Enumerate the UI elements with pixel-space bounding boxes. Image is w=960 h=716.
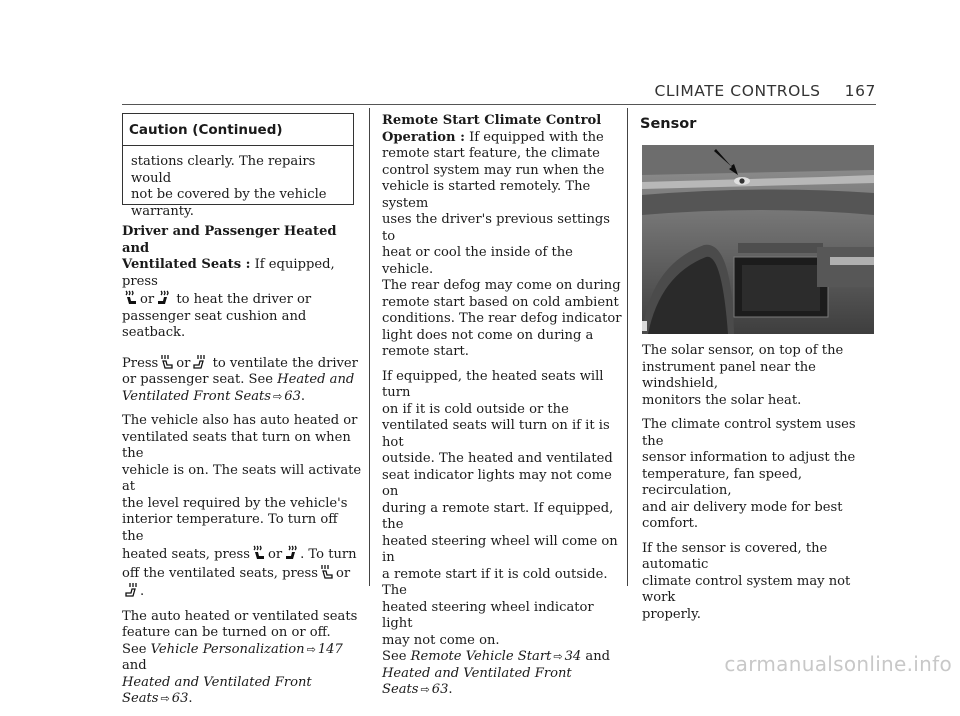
- body-text: off the ventilated seats, press: [122, 565, 318, 581]
- body-text: may not come on.: [382, 632, 500, 648]
- sensor-paragraph-3: [642, 541, 878, 624]
- page-ref[interactable]: 63: [431, 682, 449, 697]
- body-text: The vehicle also has auto heated or: [122, 413, 358, 428]
- caution-line: warranty.: [131, 203, 194, 219]
- caution-box: [122, 113, 354, 219]
- caution-body: [123, 146, 353, 220]
- body-text: heated seats, press: [122, 547, 250, 562]
- page-reference-arrow-icon: ⇨: [306, 642, 316, 656]
- body-text: heated steering wheel indicator light: [382, 599, 594, 631]
- body-text: remote start based on cold ambient: [382, 294, 619, 310]
- page-reference-arrow-icon: ⇨: [273, 389, 283, 403]
- body-text: climate control system may not work: [642, 573, 851, 605]
- body-text: The solar sensor, on top of the: [642, 343, 844, 358]
- body-text: remote start feature, the climate: [382, 146, 600, 161]
- body-text: during a remote start. If equipped, the: [382, 500, 614, 532]
- column-divider-2: [627, 108, 628, 586]
- ref-link-heated-ventilated-seats[interactable]: Heated and: [277, 372, 355, 387]
- heated-seat-driver-icon: [252, 545, 266, 561]
- running-header: [122, 82, 876, 104]
- ref-link-remote-vehicle-start[interactable]: Remote Vehicle Start: [410, 649, 552, 664]
- remote-start-heading-2: Operation :: [382, 129, 465, 145]
- body-text: to ventilate the driver: [208, 355, 358, 371]
- heated-seat-driver-icon: [124, 290, 138, 306]
- body-text: conditions. The rear defog indicator: [382, 311, 622, 326]
- ventilated-seat-driver-icon: [160, 354, 174, 370]
- heated-seats-heading: Driver and Passenger Heated and: [122, 224, 337, 256]
- body-text: temperature, fan speed, recirculation,: [642, 466, 803, 498]
- auto-seats-paragraph: [122, 413, 362, 601]
- body-text: . To turn: [300, 547, 357, 562]
- body-text: outside. The heated and ventilated: [382, 451, 613, 466]
- page-number: 167: [844, 82, 876, 100]
- body-text: passenger seat cushion and seatback.: [122, 308, 307, 340]
- body-text: heat or cool the inside of the vehicle.: [382, 245, 573, 277]
- ref-link-heated-ventilated-seats-2[interactable]: Ventilated Front Seats: [122, 388, 272, 404]
- page-ref[interactable]: 63: [171, 691, 189, 706]
- heated-seats-heading-2: Ventilated Seats :: [122, 257, 251, 272]
- ventilated-seat-passenger-icon: [124, 582, 138, 598]
- body-text: If equipped, the heated seats will turn: [382, 368, 604, 400]
- body-text: If the sensor is covered, the automatic: [642, 540, 828, 572]
- heated-seats-paragraph: [122, 224, 362, 342]
- body-text: sensor information to adjust the: [642, 450, 856, 465]
- page-reference-arrow-icon: ⇨: [420, 683, 430, 696]
- column-3: [642, 343, 878, 631]
- heated-seat-passenger-icon: [284, 545, 298, 561]
- body-text: or: [267, 547, 283, 562]
- body-text: control system may run when the: [382, 162, 605, 178]
- body-text: feature can be turned on or off.: [122, 625, 331, 640]
- ref-link-heated-ventilated-seats[interactable]: Heated and Ventilated Front Seats: [122, 674, 312, 706]
- body-text: or: [140, 292, 155, 307]
- body-text: the level required by the vehicle's: [122, 495, 348, 511]
- body-text: and: [122, 658, 147, 673]
- body-text: and air delivery mode for best: [642, 499, 843, 515]
- page-ref[interactable]: 63: [284, 388, 301, 404]
- body-text: If equipped, press: [122, 257, 335, 289]
- heated-seat-passenger-icon: [156, 290, 170, 306]
- sensor-heading: Sensor: [640, 116, 697, 132]
- caution-line: stations clearly. The repairs would: [131, 154, 316, 186]
- body-text: a remote start if it is cold outside. The: [382, 566, 608, 598]
- solar-sensor-photo: [642, 145, 874, 334]
- watermark: carmanualsonline.info: [724, 652, 952, 676]
- body-text: to heat the driver or: [172, 292, 312, 307]
- body-text: ventilated seats that turn on when the: [122, 429, 351, 461]
- body-text: or: [335, 565, 351, 581]
- body-text: .: [448, 682, 453, 697]
- body-text: and: [581, 649, 611, 664]
- body-text: interior temperature. To turn off the: [122, 512, 338, 544]
- body-text: vehicle is on. The seats will activate at: [122, 462, 362, 494]
- ref-link-heated-ventilated-seats[interactable]: Heated and Ventilated Front Seats: [382, 665, 572, 697]
- page-ref[interactable]: 34: [564, 649, 582, 664]
- page-reference-arrow-icon: ⇨: [553, 650, 563, 663]
- ventilated-seats-paragraph: [122, 354, 362, 406]
- sensor-paragraph-2: [642, 417, 878, 533]
- header-rule: [122, 104, 876, 105]
- sensor-paragraph-1: [642, 343, 878, 409]
- body-text: or passenger seat. See: [122, 372, 278, 387]
- caution-line: not be covered by the vehicle: [131, 187, 327, 202]
- body-text: ventilated seats will turn on if it is hot: [382, 418, 610, 450]
- body-text: The climate control system uses the: [642, 417, 856, 449]
- body-text: comfort.: [642, 516, 699, 531]
- body-text: See: [122, 641, 151, 657]
- column-divider-1: [369, 108, 370, 586]
- body-text: uses the driver's previous settings to: [382, 212, 610, 244]
- column-2: [382, 113, 622, 699]
- caution-title: Caution (Continued): [123, 114, 353, 146]
- section-title: CLIMATE CONTROLS: [654, 82, 821, 100]
- body-text: See: [382, 649, 411, 664]
- body-text: .: [300, 388, 306, 404]
- body-text: remote start.: [382, 344, 469, 359]
- body-text: The rear defog may come on during: [382, 278, 621, 293]
- column-1: [122, 224, 362, 716]
- page-ref[interactable]: 147: [317, 641, 343, 657]
- body-text: If equipped with the: [464, 129, 604, 145]
- body-text: monitors the solar heat.: [642, 392, 802, 408]
- body-text: instrument panel near the windshield,: [642, 359, 816, 391]
- body-text: heated steering wheel will come on in: [382, 533, 618, 565]
- footer: [0, 648, 960, 678]
- ventilated-seat-passenger-icon: [192, 354, 206, 370]
- body-text: light does not come on during a: [382, 327, 594, 343]
- ref-link-vehicle-personalization[interactable]: Vehicle Personalization: [150, 641, 305, 657]
- body-text: The auto heated or ventilated seats: [122, 608, 358, 624]
- body-text: .: [140, 584, 145, 599]
- body-text: or: [176, 355, 191, 371]
- remote-start-paragraph: [382, 113, 622, 361]
- body-text: .: [188, 691, 193, 706]
- body-text: on if it is cold outside or the: [382, 401, 569, 417]
- body-text: Press: [122, 355, 159, 371]
- ventilated-seat-driver-icon: [320, 564, 334, 580]
- body-text: properly.: [642, 606, 701, 622]
- page-reference-arrow-icon: ⇨: [160, 692, 170, 705]
- remote-start-heading: Remote Start Climate Control: [382, 113, 602, 128]
- body-text: vehicle is started remotely. The system: [382, 179, 591, 211]
- body-text: seat indicator lights may not come on: [382, 467, 612, 499]
